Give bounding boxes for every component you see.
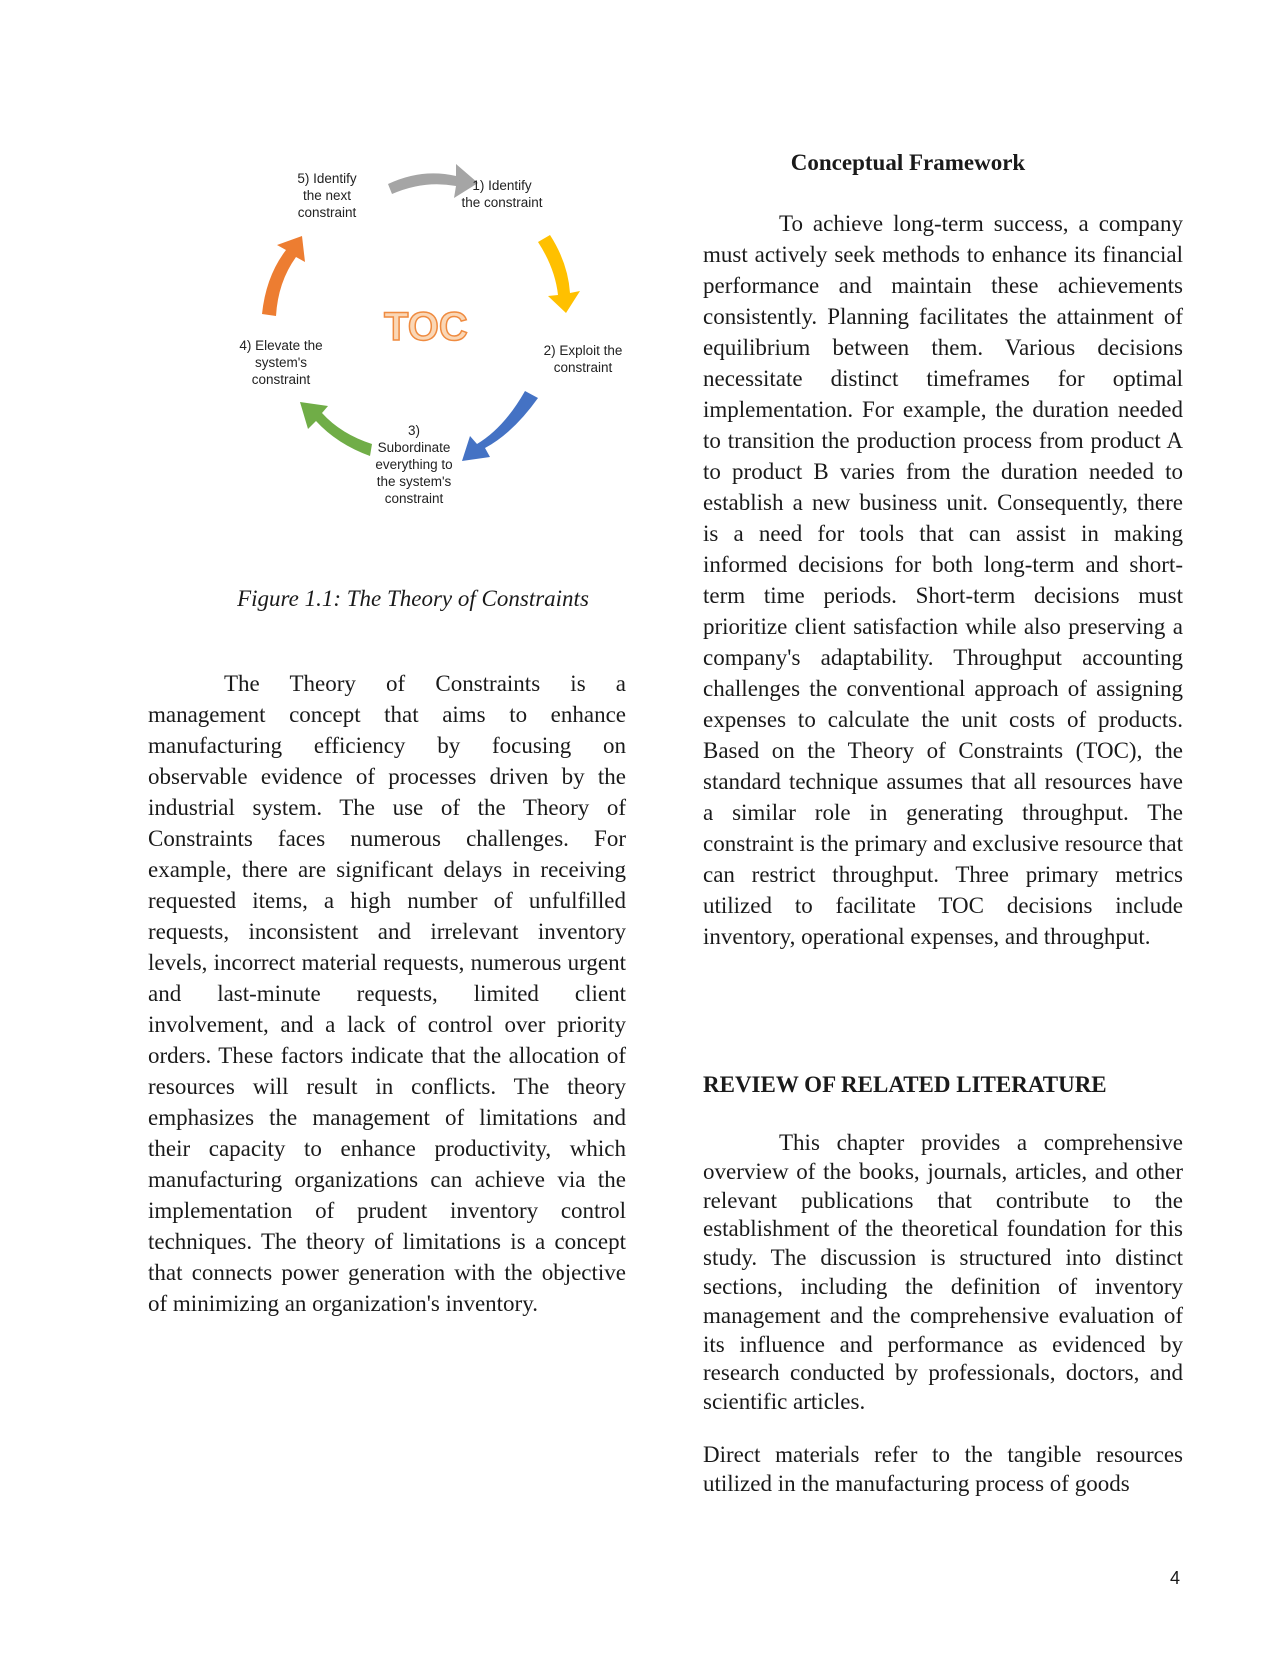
- step-4-line: system's: [254, 355, 308, 370]
- step-4-line: constraint: [251, 372, 311, 387]
- step-3-line: constraint: [384, 491, 444, 506]
- step-1-line: the constraint: [461, 195, 543, 210]
- step-3-line: the system's: [376, 474, 452, 489]
- toc-paragraph: The Theory of Constraints is a management concept that aims to enhance manufacturing efficiency by focusing on observable evidence of processes driven by the industrial system. The use of the Theory of Constraints faces numerous challenges. For example, there are significant delays in receiving requested items, a high number of unfulfilled requests, inconsistent and irrelevant inventory levels, incorrect material requests, numerous urgent and last-minute requests, limited client involvement, and a lack of control over priority orders. These factors indicate that the allocation of resources will result in conflicts. The theory emphasizes the management of limitations and their capacity to enhance productivity, which manufacturing organizations can achieve via the implementation of prudent inventory control techniques. The theory of limitations is a concept that connects power generation with the objective of minimizing an organization's inventory.: [148, 671, 626, 1316]
- step-2-line: constraint: [553, 360, 613, 375]
- toc-center-label: TOC: [384, 305, 468, 349]
- arrow-4-to-5: [262, 236, 305, 316]
- left-column: [148, 668, 626, 1319]
- step-3-line: everything to: [375, 457, 453, 472]
- step-4-label: [239, 338, 322, 387]
- step-5-line: constraint: [297, 205, 357, 220]
- arrow-5-to-1: [388, 164, 478, 198]
- step-2-line: 2) Exploit the: [543, 343, 623, 358]
- conceptual-framework-paragraph: To achieve long-term success, a company must actively seek methods to enhance its financial performance and maintain these achievements consistently. Planning facilitates the attainment of equilibrium between them. Various decisions necessitate distinct timeframes for optimal implementation. For example, the duration needed to transition the production process from product A to product B varies from the duration needed to establish a new business unit. Consequently, there is a need for tools that can assist in making informed decisions for both long-term and short-term time periods. Short-term decisions must prioritize client satisfaction while also preserving a company's adaptability. Throughput accounting challenges the conventional approach of assigning expenses to calculate the unit costs of products. Based on the Theory of Constraints (TOC), the standard technique assumes that all resources have a similar role in generating throughput. The constraint is the primary and exclusive resource that can restrict throughput. Three primary metrics utilized to facilitate TOC decisions include inventory, operational expenses, and throughput.: [703, 211, 1183, 949]
- step-2-label: [544, 343, 623, 375]
- review-heading: REVIEW OF RELATED LITERATURE: [703, 1072, 1107, 1097]
- review-paragraph: This chapter provides a comprehensive overview of the books, journals, articles, and other relevant publications that contribute to the establishment of the theoretical foundation for this study. The discussion is structured into distinct sections, including the definition of inventory management and the comprehensive evaluation of its influence and performance as evidenced by research conducted by professionals, doctors, and scientific articles.: [703, 1130, 1183, 1415]
- conceptual-framework-body: [703, 208, 1183, 952]
- review-body-2: [703, 1441, 1183, 1499]
- step-5-line: the next: [302, 188, 352, 203]
- toc-cycle-diagram: [230, 150, 650, 540]
- step-1-line: 1) Identify: [472, 178, 532, 193]
- conceptual-framework-heading: Conceptual Framework: [790, 150, 1026, 175]
- step-4-line: 4) Elevate the: [239, 338, 323, 353]
- step-3-line: 3): [407, 423, 421, 438]
- step-5-line: 5) Identify: [297, 171, 357, 186]
- review-paragraph-2: Direct materials refer to the tangible resources utilized in the manufacturing process of goods: [703, 1442, 1183, 1496]
- step-3-label: [375, 423, 452, 506]
- step-5-label: [297, 171, 357, 220]
- step-3-line: Subordinate: [377, 440, 451, 455]
- figure-caption: Figure 1.1: The Theory of Constraints: [237, 586, 589, 611]
- page-number: 4: [1170, 1568, 1181, 1588]
- arrow-1-to-2: [538, 235, 580, 313]
- arrow-2-to-3: [462, 391, 538, 461]
- arrow-3-to-4: [300, 402, 372, 456]
- review-body: [703, 1129, 1183, 1417]
- step-1-label: [461, 178, 542, 210]
